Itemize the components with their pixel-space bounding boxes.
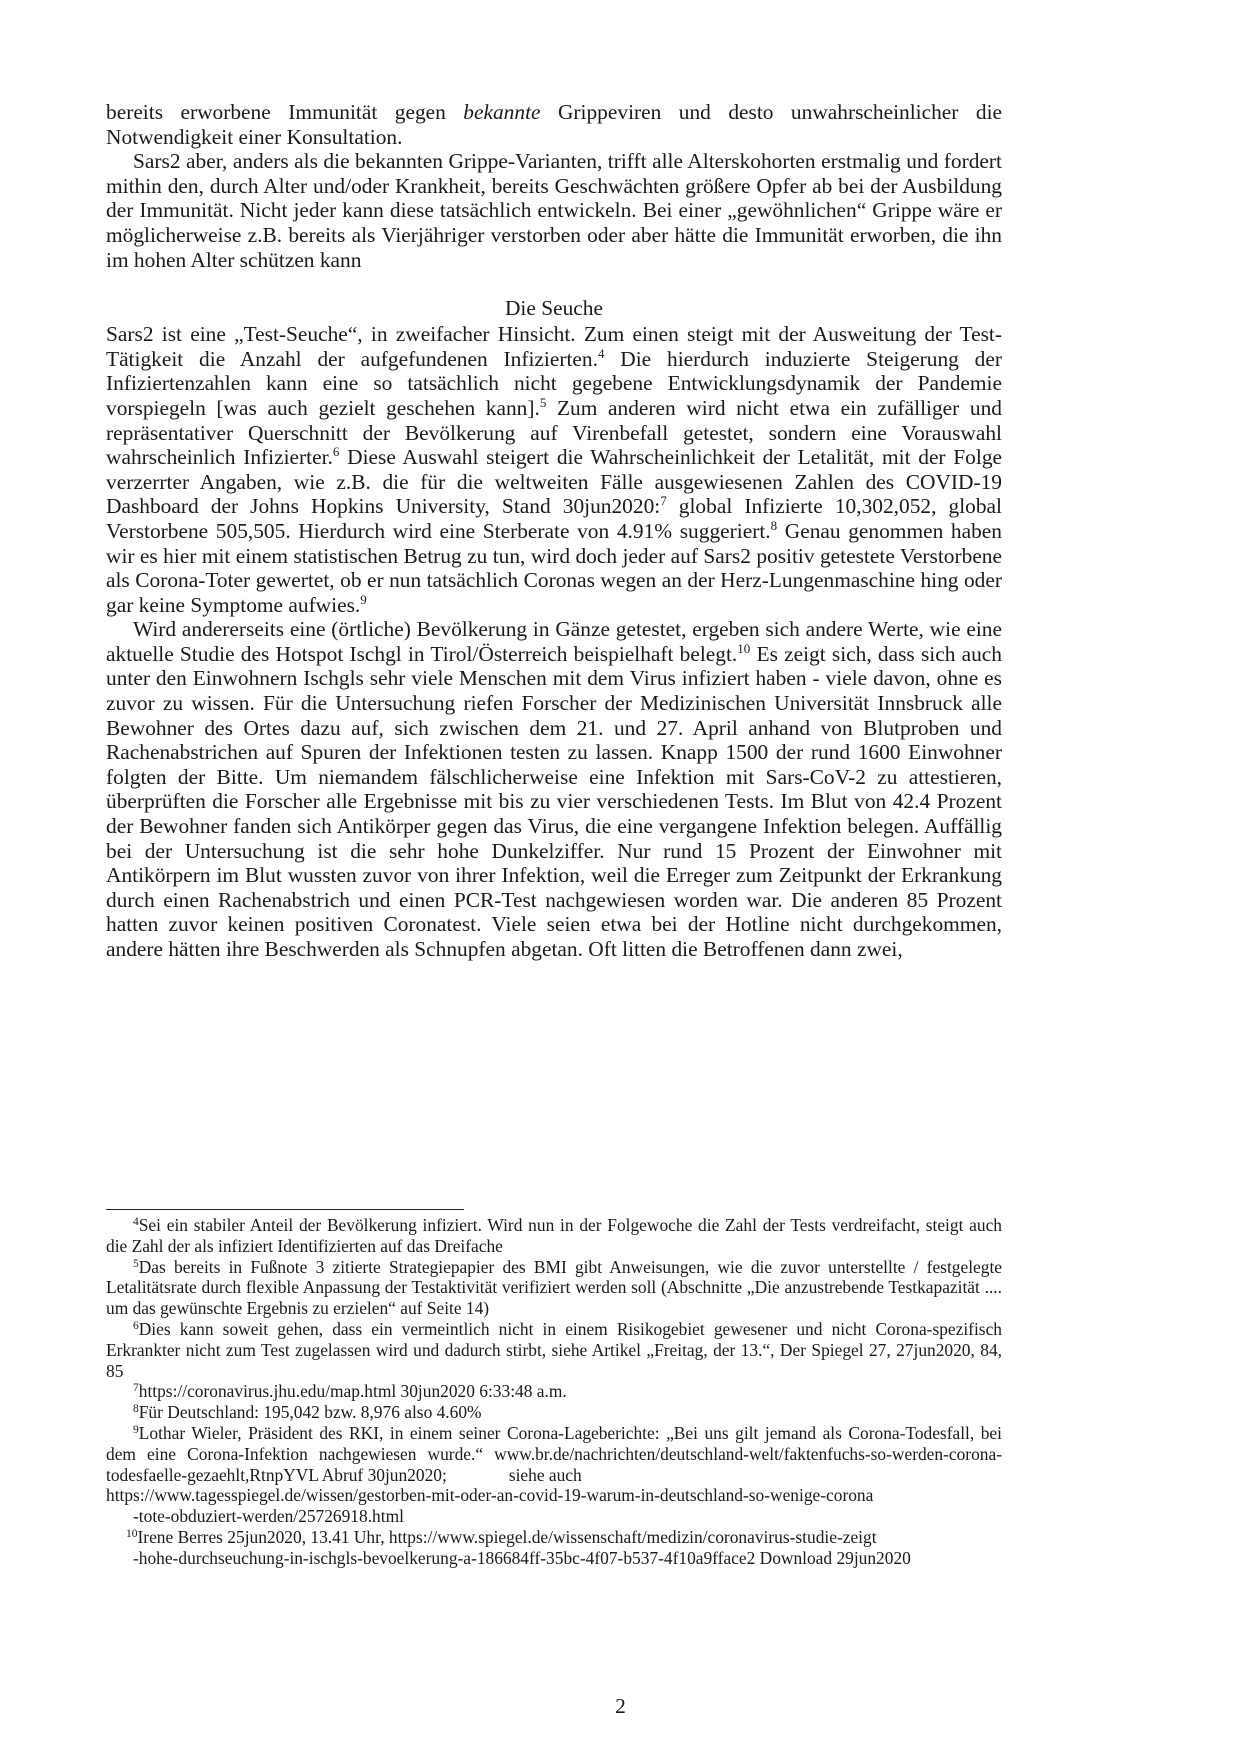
paragraph-1-text-b: Grippeviren und desto unwahrscheinlicher die Notwendigkeit einer Konsultation. <box>106 100 1003 149</box>
footnote-number: 10 <box>126 1527 138 1540</box>
footnote-8 <box>106 1402 1002 1423</box>
footnote-5 <box>106 1257 1002 1319</box>
footnote-separator <box>106 1209 464 1210</box>
footnote-number: 7 <box>133 1382 139 1395</box>
paragraph-1-text-a: bereits erworbene Immunität gegen <box>106 100 464 124</box>
footnote-number: 8 <box>133 1403 139 1416</box>
paragraph-3-s6: Genau genommen haben wir es hier mit einem statistischen Betrug zu tun, wird doch jeder auf Sars2 positiv getestete Verstorbene als Corona-Toter gewertet, ob er nun tatsächlich Coronas wegen an der Herz-Lungenmaschine hing oder gar keine Symptome aufwies. <box>106 518 1002 617</box>
section-title: Die Seuche <box>504 296 603 321</box>
footnote-ref-6[interactable]: 6 <box>332 444 340 460</box>
footnote-text: Lothar Wieler, Präsident des RKI, in einem seiner Corona-Lageberichte: „Bei uns gilt jemand als Corona-Todesfall, bei dem eine Corona-Infektion nachgewiesen wurde.“ www.br.de/nachrichten/deutschland-welt/faktenfuchs-so-werden-corona-todesfaelle-gezaehlt,RtnpYVL Abruf 30jun2020; <box>106 1422 1002 1485</box>
footnote-ref-9[interactable]: 9 <box>360 591 367 607</box>
paragraph-3-s3: Zum anderen wird nicht etwa ein zufälliger und repräsentativer Querschnitt der Bevölkerung auf Virenbefall getestet, sondern eine Vorauswahl wahrscheinlich Infizierter. <box>106 395 1002 470</box>
footnote-ref-7[interactable]: 7 <box>660 493 667 509</box>
see-also-label: siehe auch <box>508 1464 582 1485</box>
footnote-6 <box>106 1319 1002 1381</box>
footnote-text: Das bereits in Fußnote 3 zitierte Strategiepapier des BMI gibt Anweisungen, wie die zuvor unterstellte / festgelegte Letalitätsrate durch flexible Anpassung der Testaktivität verifiziert werden soll (Abschnitte „Die anzustrebende Testkapazität .... um das gewünschte Ergebnis zu erzielen“ auf Seite 14) <box>106 1256 1002 1319</box>
paragraph-4-s2: Es zeigt sich, dass sich auch unter den Einwohnern Ischgls sehr viele Menschen mit dem Virus infiziert haben - viele davon, ohne es zuvor zu wissen. Für die Untersuchung riefen Forscher der Medizinischen Universität Innsbruck alle Bewohner des Ortes dazu auf, sich zwischen dem 21. und 27. April anhand von Blutproben und Rachenabstrichen auf Spuren der Infektionen testen zu lassen. Knapp 1500 der rund 1600 Einwohner folgten der Bitte. Um niemandem fälschlicherweise eine Infektion mit Sars-CoV-2 zu attestieren, überprüften die Forscher alle Ergebnisse mit bis zu vier verschiedenen Tests. Im Blut von 42.4 Prozent der Bewohner fanden sich Antikörper gegen das Virus, die eine vergangene Infektion belegen. Auffällig bei der Untersuchung ist die sehr hohe Dunkelziffer. Nur rund 15 Prozent der Einwohner mit Antikörpern im Blut wussten zuvor von ihrer Infektion, weil die Erreger zum Zeitpunkt der Erkrankung durch einen Rachenabstrich und einen PCR-Test nachgewiesen worden war. Die anderen 85 Prozent hatten zuvor keinen positiven Coronatest. Viele seien etwa bei der Hotline nicht durchgekommen, andere hätten ihre Beschwerden als Schnupfen abgetan. Oft litten die Betroffenen dann zwei, <box>106 641 1002 961</box>
main-text <box>106 100 1002 962</box>
footnote-10-line-2[interactable]: -hohe-durchseuchung-in-ischgls-bevoelkerung-a-186684ff-35bc-4f07-b537-4f10a9fface2 Download 29jun2020 <box>133 1547 911 1568</box>
paragraph-3-s4: Diese Auswahl steigert die Wahrscheinlichkeit der Letalität, mit der Folge verzerrter Angaben, wie z.B. die für die weltweiten Fälle ausgewiesenen Zahlen des COVID-19 Dashboard der Johns Hopkins University, Stand 30jun2020: <box>106 445 1003 519</box>
footnote-text: Für Deutschland: 195,042 bzw. 8,976 also 4.60% <box>138 1402 482 1423</box>
footnote-9-url-line-1[interactable]: https://www.tagesspiegel.de/wissen/gestorben-mit-oder-an-covid-19-warum-in-deutschland-so-wenige-corona <box>106 1485 874 1506</box>
paragraph-2: Sars2 aber, anders als die bekannten Grippe-Varianten, trifft alle Alterskohorten erstmalig und fordert mithin den, durch Alter und/oder Krankheit, bereits Geschwächten größere Opfer ab bei der Ausbildung der Immunität. Nicht jeder kann diese tatsächlich entwickeln. Bei einer „gewöhnlichen“ Grippe wäre er möglicherweise z.B. bereits als Vierjähriger verstorben oder aber hätte die Immunität erworben, die ihn im hohen Alter schützen kann <box>106 149 1002 272</box>
footnote-ref-10[interactable]: 10 <box>737 640 751 656</box>
footnote-10 <box>106 1527 1002 1548</box>
paragraph-4-s1: Wird andererseits eine (örtliche) Bevölkerung in Gänze getestet, ergeben sich andere Werte, wie eine aktuelle Studie des Hotspot Ischgl in Tirol/Österreich beispielhaft belegt. <box>106 617 1002 666</box>
page-number: 2 <box>615 1694 626 1718</box>
emphasis-bekannte: bekannte <box>463 100 541 124</box>
footnote-number: 9 <box>133 1423 139 1436</box>
footnote-link-jhu[interactable]: https://coronavirus.jhu.edu/map.html 30jun2020 6:33:48 a.m. <box>138 1381 567 1402</box>
footnote-4 <box>106 1215 1002 1257</box>
paragraph-3 <box>106 322 1002 617</box>
page-body <box>106 100 1002 962</box>
footnote-7 <box>106 1381 1002 1402</box>
footnote-text: Dies kann soweit gehen, dass ein vermeintlich nicht in einem Risikogebiet gewesener und nicht Corona-spezifisch Erkrankter nicht zum Test zugelassen wird und dadurch stirbt, siehe Artikel „Freitag, der 13.“, Der Spiegel 27, 27jun2020, 84, 85 <box>106 1318 1002 1381</box>
footnote-number: 5 <box>133 1257 139 1270</box>
footnote-9-url-line-2[interactable]: -tote-obduziert-werden/25726918.html <box>133 1506 404 1527</box>
footnote-text[interactable]: Irene Berres 25jun2020, 13.41 Uhr, https://www.spiegel.de/wissenschaft/medizin/coronavirus-studie-zeigt <box>137 1526 877 1547</box>
footnote-ref-4[interactable]: 4 <box>597 345 605 361</box>
paragraph-1 <box>106 100 1002 149</box>
footnote-9 <box>106 1423 1002 1485</box>
footnotes <box>106 1215 1002 1569</box>
paragraph-3-s2: Die hierdurch induzierte Steigerung der Infiziertenzahlen kann eine so tatsächlich nicht gegebene Entwicklungsdynamik der Pandemie vorspiegeln [was auch gezielt geschehen kann]. <box>106 346 1002 420</box>
footnote-text: Sei ein stabiler Anteil der Bevölkerung infiziert. Wird nun in der Folgewoche die Zahl der Tests verdreifacht, steigt auch die Zahl der als infiziert Identifizierten auf das Dreifache <box>106 1215 1002 1256</box>
paragraph-4 <box>106 617 1002 961</box>
footnote-ref-5[interactable]: 5 <box>539 394 547 410</box>
footnote-ref-8[interactable]: 8 <box>770 517 778 533</box>
paragraph-3-s1: Sars2 ist eine „Test-Seuche“, in zweifacher Hinsicht. Zum einen steigt mit der Ausweitung der Test-Tätigkeit die Anzahl der aufgefundenen Infizierten. <box>106 322 1002 371</box>
footnote-number: 6 <box>133 1319 139 1332</box>
paragraph-3-s5: global Infizierte 10,302,052, global Verstorbene 505,505. Hierdurch wird eine Sterberate von 4.91% suggeriert. <box>106 494 1002 543</box>
footnote-number: 4 <box>133 1216 139 1228</box>
